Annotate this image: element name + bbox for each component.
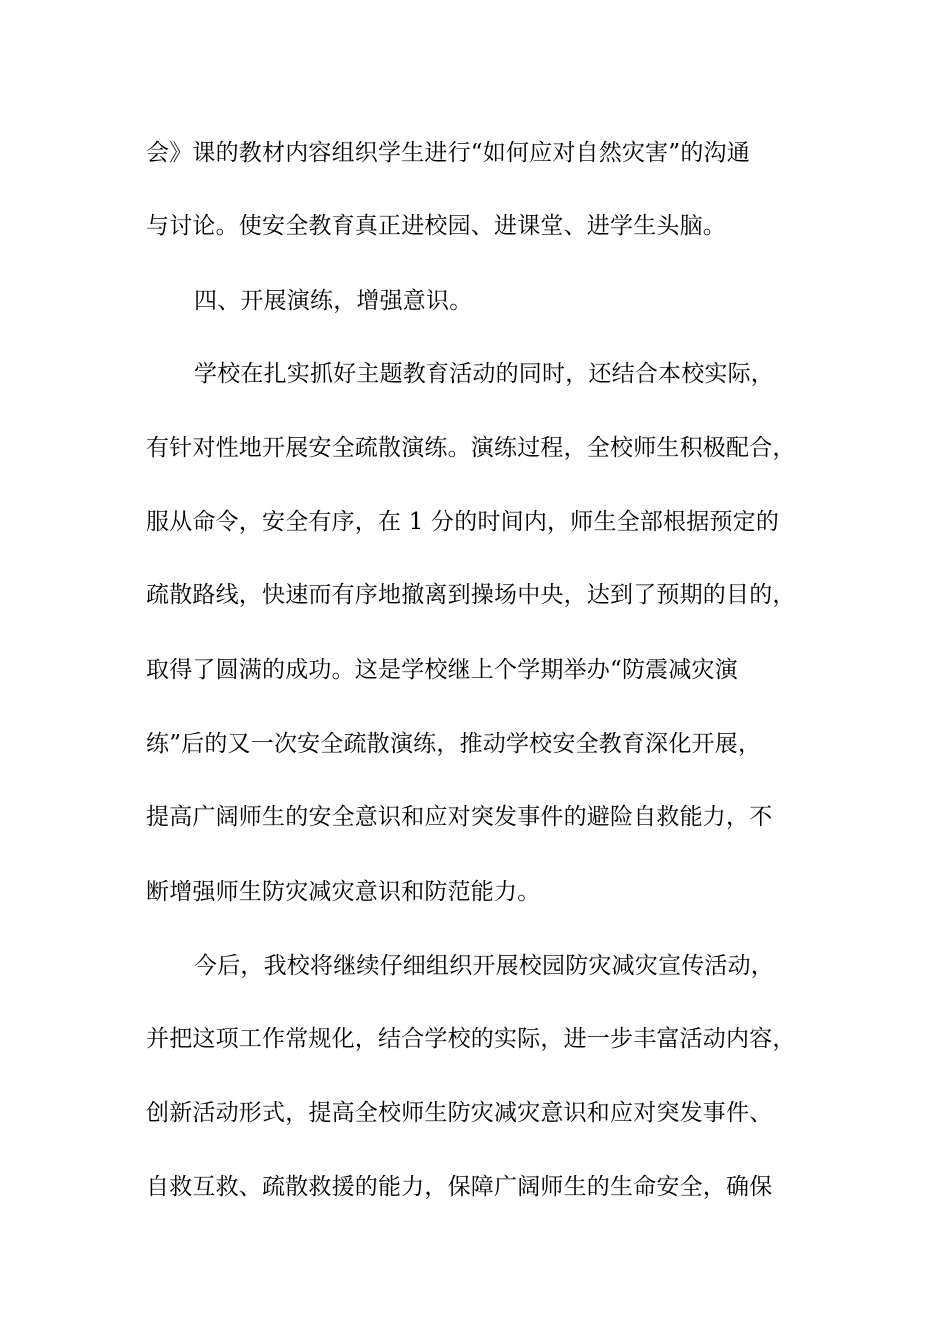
text-line: 有针对性地开展安全疏散演练。演练过程，全校师生积极配合，	[146, 435, 796, 461]
text-line: 取得了圆满的成功。这是学校继上个学期举办“防震减灾演	[146, 657, 738, 683]
text-line: 并把这项工作常规化，结合学校的实际，进一步丰富活动内容，	[146, 1026, 796, 1052]
text-line: 断增强师生防灾减灾意识和防范能力。	[146, 879, 541, 905]
text-line: 服从命令，安全有序，在 1 分的时间内，师生全部根据预定的	[146, 509, 780, 535]
text-line: 创新活动形式，提高全校师生防灾减灾意识和应对突发事件、	[146, 1100, 773, 1126]
text-line: 练”后的又一次安全疏散演练，推动学校安全教育深化开展，	[146, 731, 762, 757]
section-heading: 四、开展演练，增强意识。	[194, 288, 473, 314]
text-line: 学校在扎实抓好主题教育活动的同时，还结合本校实际，	[194, 361, 774, 387]
text-line: 自救互救、疏散救援的能力，保障广阔师生的生命安全，确保	[146, 1174, 773, 1200]
text-line: 会》课的教材内容组织学生进行“如何应对自然灾害”的沟通	[146, 140, 750, 166]
text-line: 与讨论。使安全教育真正进校园、进课堂、进学生头脑。	[146, 213, 726, 239]
text-line: 疏散路线，快速而有序地撤离到操场中央，达到了预期的目的，	[146, 582, 796, 608]
text-line: 提高广阔师生的安全意识和应对突发事件的避险自救能力，不	[146, 804, 773, 830]
text-line: 今后，我校将继续仔细组织开展校园防灾减灾宣传活动，	[194, 953, 774, 979]
